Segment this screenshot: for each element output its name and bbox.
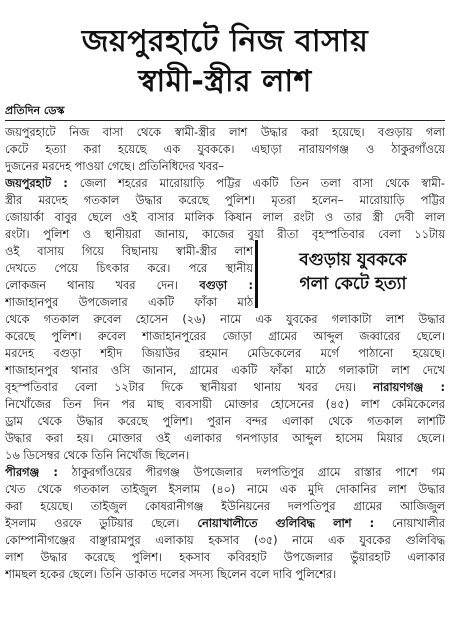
- byline-divider: [5, 120, 445, 121]
- headline-line-2: স্বামী-স্ত্রীর লাশ: [138, 64, 312, 99]
- body-line: ওই বাসায় গিয়ে বিছানায় স্বামী-স্ত্রীর লাশ: [5, 245, 253, 258]
- body-line: জোয়ার্কা বাবুর ছেলে ওই বাসার মালিক কিষান লাল রংটা ও তার স্ত্রী দেবী লাল: [5, 211, 445, 224]
- byline: প্রতিদিন ডেস্ক: [5, 104, 65, 117]
- pull-quote: [255, 240, 448, 308]
- body-line: জয়পুরহাটে নিজ বাসা থেকে স্বামী-স্ত্রীর লাশ উদ্ধার করা হয়েছে। বগুড়ায় গলা: [5, 126, 445, 139]
- keyword-pirganj: পীরগঞ্জ :: [5, 466, 58, 479]
- body-line: ১৬ ডিসেম্বর থেকে তিনি নিখোঁজ ছিলেন।: [5, 449, 190, 462]
- keyword-narayanganj: নারায়ণগঞ্জ :: [355, 381, 445, 394]
- body-line: লাশ উদ্ধার করেছে পুলিশ। হকসাব কবিরহাট উপজেলার ভুঁয়ারহাট এলাকার: [5, 551, 445, 564]
- body-line: স্ত্রীর মরদেহ গতকাল উদ্ধার করেছে পুলিশ। মৃতরা হলেন– মারোয়াড়ি পট্টির: [5, 194, 445, 207]
- body-line: নিখোঁজের তিন দিন পর মাছ ব্যবসায়ী মোক্তার হোসেনের (৪৫) লাশ কেমিকেলের: [5, 398, 445, 411]
- body-line: জয়পুরহাট : জেলা শহরের মারোয়াড়ি পট্টির একটি তিন তলা বাসা থেকে স্বামী-: [5, 177, 445, 190]
- keyword-noakhali: নোয়াখালীতে গুলিবিদ্ধ লাশ :: [179, 517, 375, 530]
- body-line: দুজনের মরদেহ পাওয়া গেছে। প্রতিনিধিদের খবর–: [5, 160, 224, 173]
- article-body-top: [5, 124, 445, 243]
- keyword-joypurhat: জয়পুরহাট :: [5, 177, 68, 190]
- body-line: শাজাহানপুর থানার ওসি জানান, গ্রামের একটি ফাঁকা মাঠে গলাকাটা লাশ দেখে: [5, 364, 445, 377]
- body-line: বৃহস্পতিবার বেলা ১২টার দিকে স্থানীয়রা থানায় খবর দেয়। নারায়ণগঞ্জ :: [5, 381, 445, 394]
- article-body-narrow: [5, 243, 253, 311]
- body-line: লোকজন থানায় খবর দেন। বগুড়া :: [5, 279, 253, 292]
- keyword-bogura: বগুড়া :: [177, 279, 253, 292]
- body-line: দেখতে পেয়ে চিৎকার করে। পরে স্থানীয়: [5, 262, 253, 275]
- body-line: উদ্ধার করা হয়। মোক্তার ওই এলাকার গনপাড়ার আব্দুল হাসেম মিয়ার ছেলে।: [5, 432, 445, 445]
- body-line: শামছল হকের ছেলে। তিনি ডাকাত দলের সদস্য ছিলেন বলে দাবি পুলিশের।: [5, 568, 337, 581]
- body-line: কেটে হত্যা করা হয়েছে এক যুবককে। এছাড়া নারায়ণগঞ্জ ও ঠাকুরগাঁওয়ে: [5, 143, 445, 156]
- body-line: রংটা। পুলিশ ও স্থানীয়রা জানায়, কাজের বুয়া রীতা বৃহস্পতিবার বেলা ১১টায়: [5, 228, 445, 241]
- body-line: খেত থেকে গতকাল তাইজুল ইসলাম (৪০) নামে এক মুদি দোকানির লাশ উদ্ধার: [5, 483, 445, 496]
- headline-line-1: জয়পুরহাটে নিজ বাসায়: [81, 24, 369, 59]
- pull-quote-line-2: গলা কেটে হত্যা: [299, 274, 407, 294]
- body-line: মরদেহ বগুড়া শহীদ জিয়াউর রহমান মেডিকেলের মর্গে পাঠানো হয়েছে।: [5, 347, 445, 360]
- body-line: থেকে গতকাল রুবেল হোসেন (২৬) নামে এক যুবকের গলাকাটা লাশ উদ্ধার: [5, 313, 445, 326]
- pull-quote-line-1: বগুড়ায় যুবককে: [299, 250, 407, 270]
- body-line: ড্রাম থেকে উদ্ধার করেছে পুলিশ। পুরান বন্দর এলাকা থেকে গতকাল লাশটি: [5, 415, 445, 428]
- body-line: পীরগঞ্জ : ঠাকুরগাঁওয়ের পীরগঞ্জ উপজেলার দলপতিপুর গ্রামে রাস্তার পাশে গম: [5, 466, 445, 479]
- headline: [0, 0, 450, 104]
- body-line: করা হয়েছে। তাইজুল কোষরানীগঞ্জ ইউনিয়নের দলপতিপুর গ্রামের আজিজুল: [5, 500, 445, 513]
- body-line: শাজাহানপুর উপজেলার একটি ফাঁকা মাঠ: [5, 296, 253, 309]
- body-line: করেছে পুলিশ। রুবেল শাজাহানপুরের জোড়া গ্রামের আব্দুল জব্বারের ছেলে।: [5, 330, 445, 343]
- body-line: কোম্পানীগঞ্জের বাঞ্ছারামপুর এলাকায় হকসাব (৩৫) নামে এক যুবকের গুলিবিদ্ধ: [5, 534, 445, 547]
- body-line: ইসলাম ওরফে ডুটিয়ার ছেলে। নোয়াখালীতে গুলিবিদ্ধ লাশ : নোয়াখালীর: [5, 517, 445, 530]
- article-body-bottom: [5, 311, 445, 583]
